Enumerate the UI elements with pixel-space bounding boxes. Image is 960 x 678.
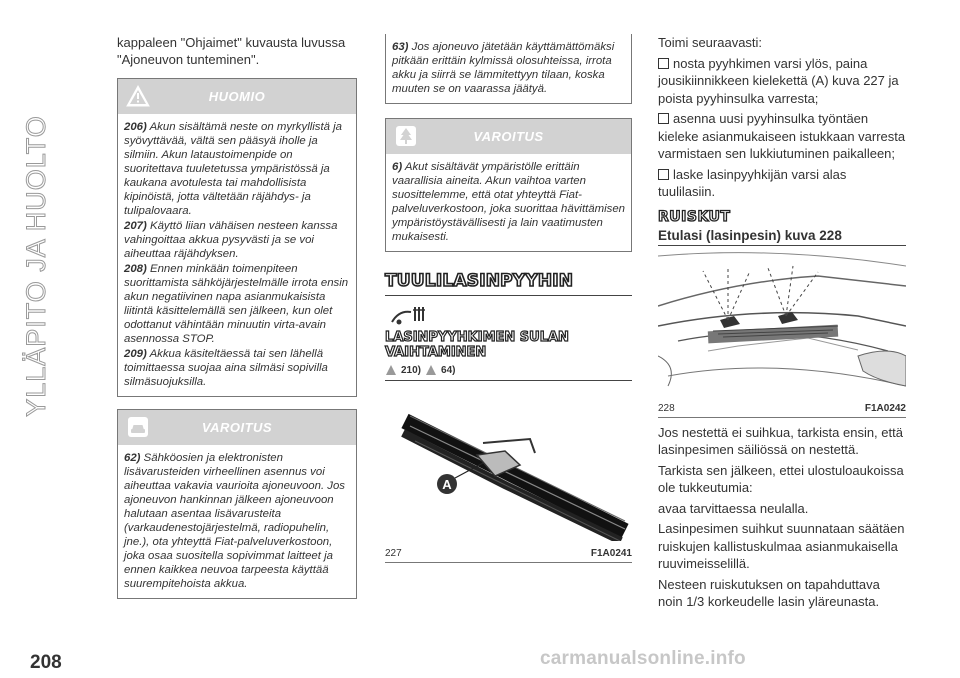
site-watermark: carmanualsonline.info (540, 648, 746, 669)
warning-triangle-icon (126, 84, 150, 108)
figure-caption-228 (658, 401, 906, 417)
wiper-symbol-icon (389, 304, 429, 326)
note-63-box (385, 34, 632, 104)
note-63: 63) Jos ajoneuvo jätetään käyttämättömäksi pitkään erittäin kylmissä olosuhteissa, irrota akku ja siirrä se lämmitettyyn tilaan, koska muuten se on vaarassa jäätyä. (392, 41, 615, 95)
section-heading-wiper: TUULILASINPYYHIN (385, 271, 574, 291)
huomio-body (118, 114, 356, 396)
note-63-body (386, 34, 631, 103)
car-warning-icon (126, 415, 150, 439)
varoitus-title-2: VAROITUS (473, 129, 544, 144)
page-number: 208 (30, 652, 62, 673)
figure-caption-227 (385, 546, 632, 562)
washer-para-3: avaa tarvittaessa neulalla. (658, 500, 809, 516)
reference-markers (385, 364, 632, 376)
huomio-header (118, 79, 356, 114)
step-3: laske lasinpyyhkijän varsi alas tuulilasiin. (658, 166, 847, 199)
intro-text: kappaleen "Ohjaimet" kuvausta luvussa "Ajoneuvon tunteminen". (117, 35, 346, 67)
figure-number: 227 (385, 548, 402, 559)
note-209: 209) Akkua käsiteltäessä tai sen lähellä toimittaessa suojaa aina silmäsi sopivilla silmäsuojuksilla. (124, 348, 328, 388)
varoitus-body-2 (386, 154, 631, 251)
column-right (658, 34, 906, 614)
warning-triangle-icon (385, 364, 397, 376)
varoitus-header (118, 410, 356, 445)
note-6: 6) Akut sisältävät ympäristölle erittäin vaarallisia aineita. Akun vaihtoa varten suosittelemme, että otat yhteyttä Fiat-palveluverkostoon, joka suorittaa hävittämisen ympäristöystävällisesti ja lain vaatimusten mukaisesti. (392, 161, 626, 243)
note-208: 208) Ennen minkään toimenpiteen suorittamista sähköjärjestelmälle irrota ensin akun negatiivinen napa asianmukaisista liitintä käsittelemällä sen jälkeen, kun olet odottanut vähintään minuutin virta-avain asennossa STOP. (124, 263, 349, 345)
varoitus-box-2 (385, 118, 632, 252)
washer-para-5: Nesteen ruiskutuksen on tapahduttava noin 1/3 korkeudelle lasin yläreunasta. (658, 576, 880, 609)
figure-code-2: F1A0242 (864, 402, 906, 414)
note-207: 207) Käyttö liian vähäisen nesteen kanssa vahingoittaa akkua pysyvästi ja se voi aiheuttaa räjähdyksen. (124, 220, 338, 260)
subheading-front-washer: Etulasi (lasinpesin) kuva 228 (658, 227, 842, 243)
figure-code: F1A0241 (590, 548, 632, 559)
varoitus-header-2 (386, 119, 631, 154)
note-206: 206) Akun sisältämä neste on myrkyllistä ja syövyttävää, vältä sen pääsyä iholle ja silmiin. Akun lataustoimenpide on suoritettava tuuletetussa ympäristössä ja kaukana avotulesta tai mahdollisista kipinöistä, jotta vältetään räjähdys- ja tulipalovaara. (124, 121, 343, 217)
ref-64: 64) (441, 364, 456, 376)
step-1: nosta pyyhkimen varsi ylös, paina jousikiinnikkeen kielekettä (A) kuva 227 ja poista pyyhinsulka varresta; (658, 55, 899, 106)
column-left (117, 34, 357, 611)
huomio-title: HUOMIO (208, 89, 266, 104)
column-middle (385, 34, 632, 563)
varoitus-title: VAROITUS (201, 420, 273, 435)
step-2: asenna uusi pyyhinsulka työntäen kieleke asianmukaiseen istukkaan varresta varmistaen sen lukkiutuminen paikalleen; (658, 111, 906, 161)
huomio-box (117, 78, 357, 397)
washer-para-4: Lasinpesimen suihkut suunnataan säätäen ruiskujen kallistuskulmaa asianmukaisella ruuvimeisselillä. (658, 521, 905, 571)
checkbox-bullet-icon (658, 169, 669, 180)
ref-210: 210) (401, 364, 422, 376)
figure-228 (658, 246, 906, 418)
checkbox-bullet-icon (658, 113, 669, 124)
note-62: 62) Sähköosien ja elektronisten lisävarusteiden virheellinen asennus voi aiheuttaa vakavia vaurioita ajoneuvoon. Jos ajoneuvon hankinnan jälkeen ajoneuvoon halutaan asentaa lisävarusteita (varkaudenestojärjestelmä, radiopuhelin, jne.), ota yhteyttä Fiat-palveluverkostoon, joka osaa suositella sopivimmat laitteet ja ennen kaikkea neuvoa tarpeesta käyttää suurempitehoista akkua. (124, 452, 345, 590)
warning-triangle-icon (425, 364, 437, 376)
heading-rule (385, 295, 632, 296)
callout-a-label: A (442, 477, 452, 492)
figure-227 (385, 381, 632, 563)
checkbox-bullet-icon (658, 58, 669, 69)
section-heading-washers: RUISKUT (658, 208, 731, 225)
procedure-intro: Toimi seuraavasti: (658, 35, 763, 50)
washer-text (658, 424, 906, 611)
figure-number-2: 228 (658, 402, 675, 414)
wiper-blade-illustration (385, 381, 632, 541)
washer-para-1: Jos nestettä ei suihkua, tarkista ensin, että lasinpesimen säiliössä on nestettä. (658, 424, 903, 457)
procedure-text (658, 34, 906, 201)
windscreen-washer-illustration (658, 246, 906, 396)
subheading-blade-replace: LASINPYYHKIMEN SULAN VAIHTAMINEN (385, 330, 569, 360)
varoitus-body (118, 445, 356, 598)
washer-para-2: Tarkista sen jälkeen, ettei ulostuloaukoissa ole tukkeutumia: (658, 462, 904, 495)
varoitus-box (117, 409, 357, 599)
environment-tree-icon (394, 124, 418, 148)
